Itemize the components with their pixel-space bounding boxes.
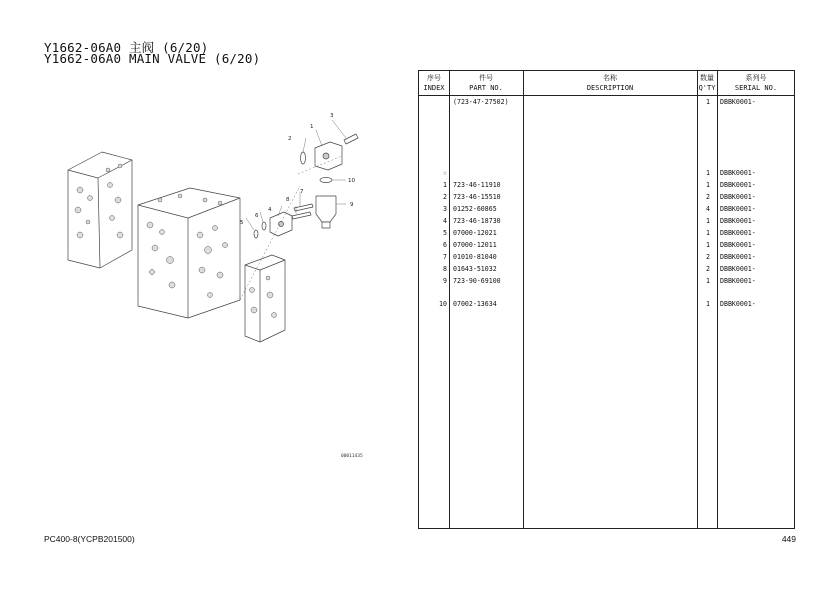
row-quantity: 1: [706, 217, 710, 225]
page-title-en: Y1662-06A0 MAIN VALVE (6/20): [44, 51, 261, 66]
page-number: 449: [781, 534, 796, 544]
row-serial-number: DBBK0001-: [720, 193, 756, 202]
row-quantity: 2: [706, 252, 710, 261]
col-header-part-no: 件号 PART NO.: [469, 74, 503, 92]
row-quantity: 1: [706, 181, 710, 190]
row-serial-number: DBBK0001-: [720, 98, 756, 106]
row-quantity: 1: [706, 169, 710, 178]
row-index: 8: [443, 264, 447, 273]
row-index: 1: [443, 181, 447, 190]
row-quantity: 1: [706, 300, 710, 309]
table-row: [419, 192, 794, 204]
table-row: [419, 204, 794, 216]
row-serial-number: DBBK0001-: [720, 252, 756, 261]
row-part-number: 723-90-69100: [453, 276, 501, 285]
row-quantity: 1: [706, 228, 710, 237]
row-part-number: 07002-13634: [453, 300, 497, 309]
table-row: [419, 97, 794, 109]
row-part-number: 723-46-15510: [453, 193, 501, 202]
row-index: 7: [443, 252, 447, 261]
callout-1: 1: [310, 124, 314, 130]
table-row: [419, 287, 794, 299]
row-index: 5: [443, 228, 447, 237]
o-ring-part-10: [320, 178, 332, 183]
row-serial-number: DBBK0001-: [720, 205, 756, 214]
table-row: [419, 264, 794, 276]
row-quantity: 4: [706, 205, 710, 214]
table-row: [419, 180, 794, 192]
row-part-number: (723-47-27502): [453, 98, 509, 106]
row-index: 2: [443, 193, 447, 202]
row-quantity: 2: [706, 264, 710, 273]
row-index: 10: [439, 300, 447, 309]
callout-3: 3: [330, 113, 334, 119]
col-header-index: 序号 INDEX: [423, 74, 445, 92]
row-serial-number: DBBK0001-: [720, 228, 756, 237]
o-ring-part-5: [254, 230, 258, 238]
model-label: PC400-8(YCPB201500): [44, 534, 135, 544]
page-title-cn: Y1662-06A0 主阀 (6/20): [44, 40, 209, 55]
bolt-part-3: [344, 134, 358, 144]
table-row: [419, 299, 794, 311]
row-serial-number: DBBK0001-: [720, 264, 756, 273]
table-row: [419, 121, 794, 133]
row-serial-number: DBBK0001-: [720, 181, 756, 190]
row-serial-number: DBBK0001-: [720, 217, 756, 225]
illustration-code: 00011435: [341, 454, 363, 459]
row-serial-number: DBBK0001-: [720, 276, 756, 285]
row-serial-number: DBBK0001-: [720, 300, 756, 309]
row-serial-number: DBBK0001-: [720, 240, 756, 249]
row-part-number: 01252-60865: [453, 205, 497, 214]
table-row: [419, 133, 794, 145]
callout-7: 7: [300, 189, 304, 195]
table-row: [419, 216, 794, 228]
row-quantity: 1: [706, 98, 710, 106]
table-row: [419, 109, 794, 121]
callout-9: 9: [350, 202, 354, 208]
row-part-number: 01643-51032: [453, 264, 497, 273]
suction-safety-valve-part-9: [316, 196, 336, 222]
row-quantity: 1: [706, 240, 710, 249]
row-part-number: 723-46-11910: [453, 181, 501, 190]
row-index: 4: [443, 217, 447, 225]
col-header-description: 名称 DESCRIPTION: [586, 74, 634, 92]
row-index: 6: [443, 240, 447, 249]
table-row: [419, 157, 794, 169]
callout-4: 4: [268, 207, 272, 213]
row-index: 9: [443, 276, 447, 285]
row-part-number: 07000-12021: [453, 228, 497, 237]
col-header-qty: 数量 Q'TY: [698, 74, 716, 92]
table-row: [419, 276, 794, 288]
row-index: ☆: [443, 169, 447, 178]
o-ring-part-6: [262, 222, 266, 230]
table-row: [419, 240, 794, 252]
row-quantity: 2: [706, 193, 710, 202]
callout-5: 5: [240, 220, 244, 226]
callout-8: 8: [286, 197, 290, 203]
exploded-parts-diagram: [60, 100, 400, 470]
callout-2: 2: [288, 136, 292, 142]
table-row: [419, 145, 794, 157]
row-quantity: 1: [706, 276, 710, 285]
table-row: [419, 168, 794, 180]
row-part-number: 07000-12011: [453, 240, 497, 249]
o-ring-part-2: [301, 152, 306, 164]
row-part-number: 723-46-18730: [453, 217, 501, 225]
row-serial-number: DBBK0001-: [720, 169, 756, 178]
callout-6: 6: [255, 213, 259, 219]
row-index: 3: [443, 205, 447, 214]
callout-10: 10: [348, 178, 355, 184]
table-row: [419, 228, 794, 240]
valve-body-main: [138, 188, 240, 318]
bolt-part-7: [294, 204, 313, 211]
parts-table: [418, 70, 795, 529]
col-header-serial: 系列号 SERIAL NO.: [734, 74, 778, 92]
row-part-number: 01010-81040: [453, 252, 497, 261]
table-row: [419, 252, 794, 264]
